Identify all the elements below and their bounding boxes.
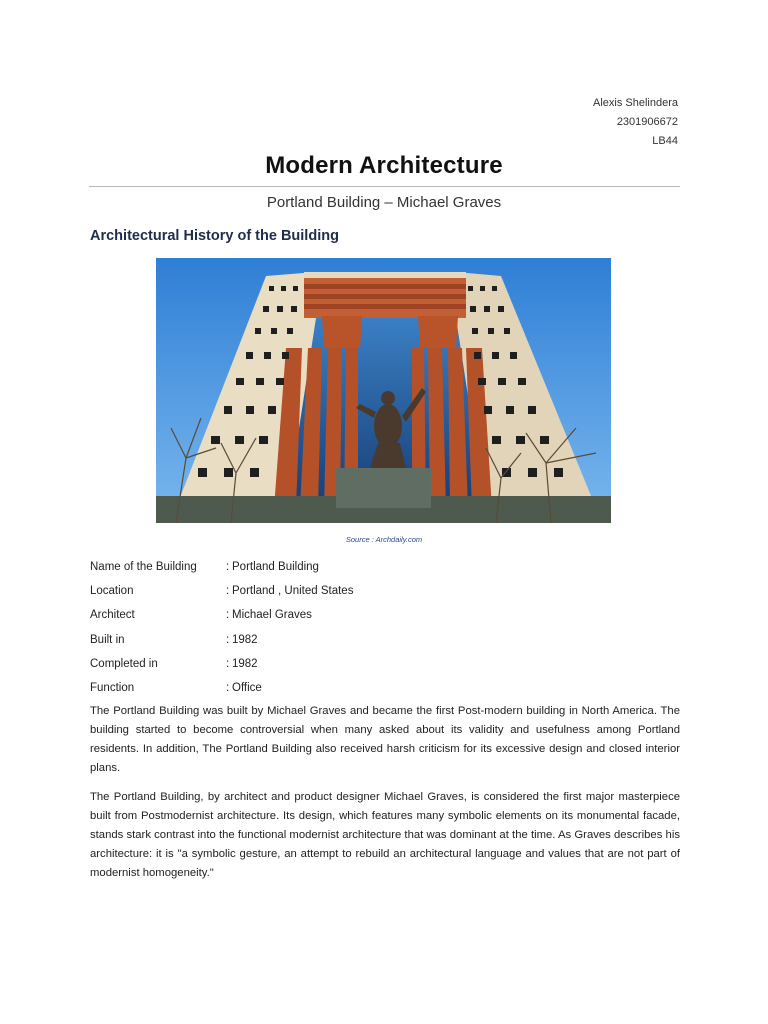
fact-label: Completed in: [90, 657, 158, 670]
fact-colon: :: [226, 657, 230, 670]
fact-value: Portland , United States: [232, 585, 354, 598]
fact-value: 1982: [232, 657, 258, 670]
author-id-number: 2301906672: [616, 116, 678, 128]
fact-row: [90, 654, 680, 678]
fact-label: Location: [90, 585, 134, 598]
body-paragraph: The Portland Building, by architect and product designer Michael Graves, is considered the first major masterpiece built from Postmodernist architecture. Its design, which features many symbolic elements on its monumental facade, stands stark contrast into the functional modernist architecture that was dominant at the time. As Graves describes his architecture: it is "a symbolic gesture, an attempt to rebuild an architectural language and values that are not part of modernist homogeneity.": [90, 791, 680, 879]
fact-colon: :: [226, 681, 230, 694]
title-divider: [89, 186, 680, 187]
fact-value: Portland Building: [232, 561, 319, 573]
author-class-code: LB44: [652, 135, 678, 147]
fact-value: 1982: [232, 633, 258, 646]
fact-row: [90, 678, 680, 702]
fact-label: Built in: [90, 633, 125, 646]
section-heading: Architectural History of the Building: [90, 228, 339, 244]
right-keystone: [418, 316, 458, 348]
author-info: [593, 94, 678, 151]
figure-caption: Source : Archdaily.com: [345, 535, 423, 544]
fact-value: Michael Graves: [232, 609, 312, 622]
fact-value: Office: [232, 681, 262, 694]
statue-pedestal: [336, 468, 431, 508]
fact-label: Name of the Building: [90, 561, 197, 573]
portland-building-photo: [156, 258, 611, 523]
fact-label: Architect: [90, 609, 135, 622]
fact-colon: :: [226, 561, 230, 573]
document-subtitle: Portland Building – Michael Graves: [266, 194, 502, 211]
body-paragraph: The Portland Building was built by Michael Graves and became the first Post-modern building in North America. The building started to become controversial when many asked about its validity and usefulness among Portland residents. In addition, The Portland Building also received harsh criticism for its excessive design and closed interior plans.: [90, 705, 680, 774]
fact-colon: :: [226, 633, 230, 646]
document-title: Modern Architecture: [265, 152, 503, 179]
fact-row: [90, 557, 680, 581]
left-keystone: [322, 316, 362, 348]
fact-row: [90, 581, 680, 605]
fact-colon: :: [226, 585, 230, 598]
author-name: Alexis Shelindera: [593, 97, 678, 109]
fact-label: Function: [90, 681, 135, 694]
fact-row: [90, 630, 680, 654]
fact-row: [90, 605, 680, 629]
fact-colon: :: [226, 609, 230, 622]
building-facts: [90, 557, 680, 702]
